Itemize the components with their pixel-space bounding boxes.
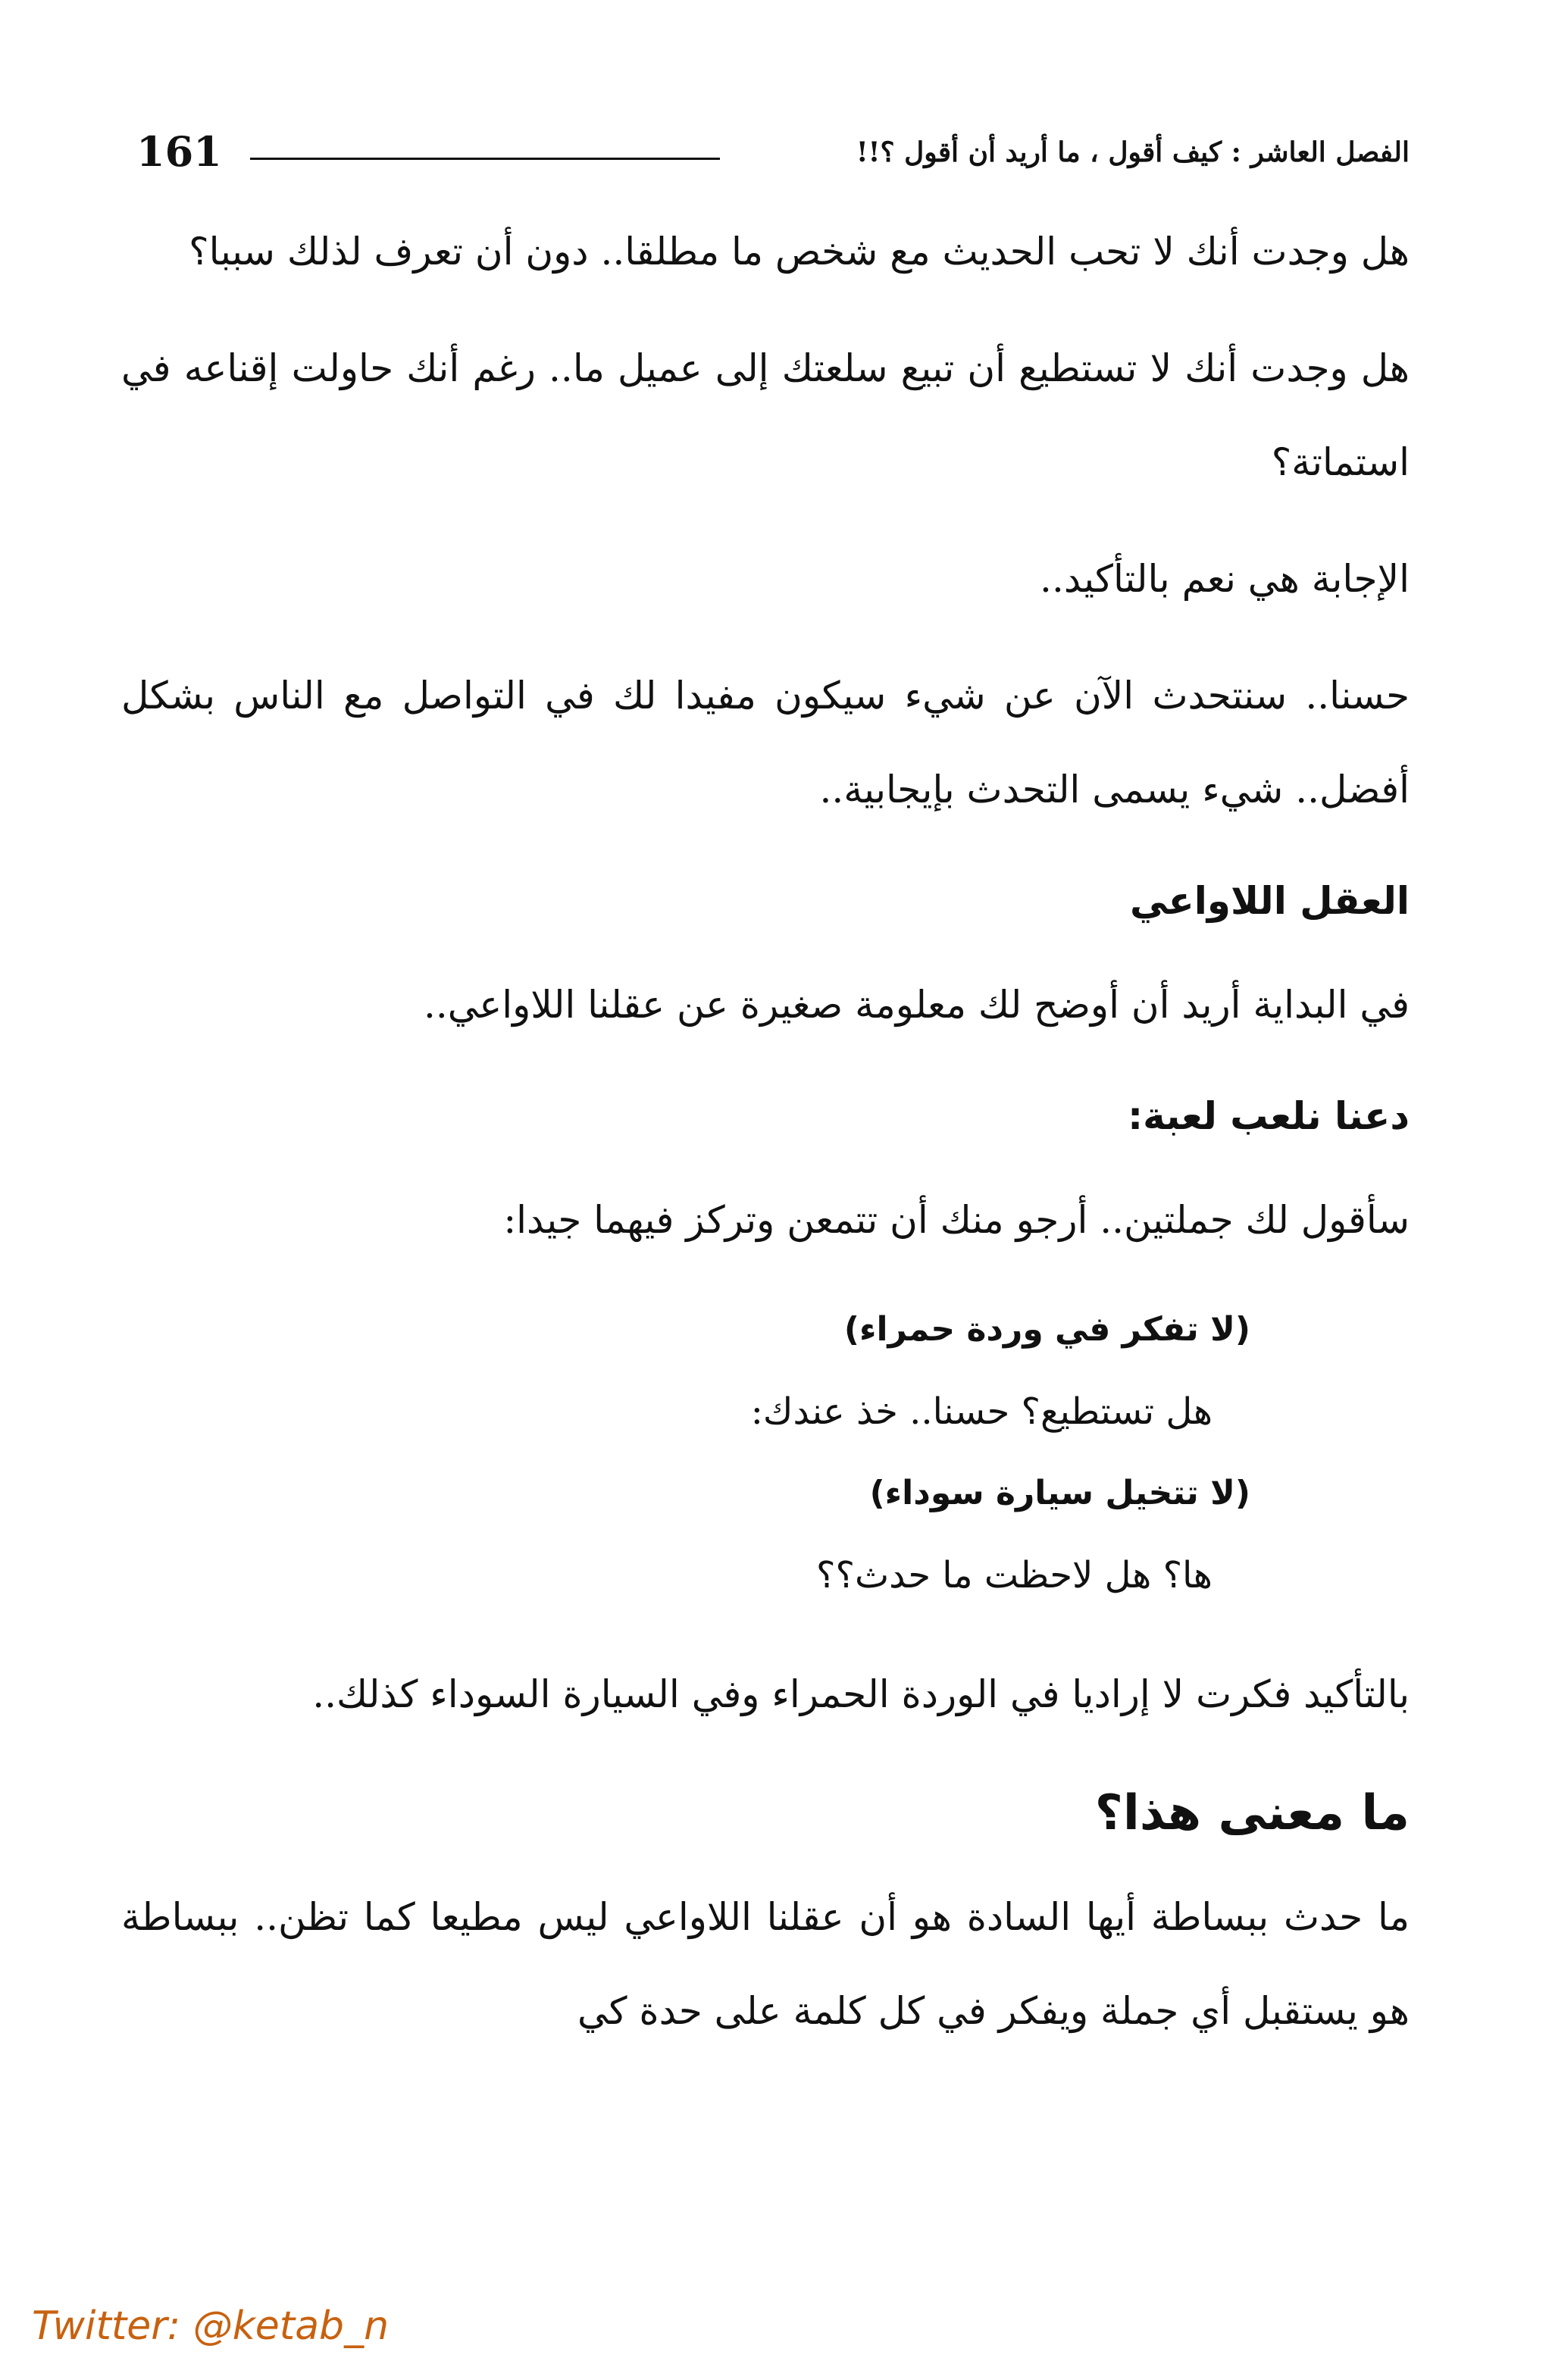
spacer xyxy=(121,1617,1410,1647)
section-heading-game: دعنا نلعب لعبة: xyxy=(1128,1094,1410,1138)
line-can-you: هل تستطيع؟ حسنا.. خذ عندك: xyxy=(750,1390,1212,1433)
page-body xyxy=(121,205,1410,2081)
paragraph-1: هل وجدت أنك لا تحب الحديث مع شخص ما مطلقا.. دون أن تعرف لذلك سببا؟ xyxy=(189,230,1410,274)
section-heading-meaning: ما معنى هذا؟ xyxy=(1094,1785,1410,1841)
paragraph-4: حسنا.. سنتحدث الآن عن شيء سيكون مفيدا لك في التواصل مع الناس بشكل أفضل.. شيء يسمى التحدث بإيجابية.. xyxy=(121,674,1410,812)
running-title: الفصل العاشر : كيف أقول ، ما أريد أن أقول ؟!! xyxy=(856,136,1410,168)
paragraph-8: ما حدث ببساطة أيها السادة هو أن عقلنا اللاواعي ليس مطيعا كما تظن.. ببساطة هو يستقبل أي جملة ويفكر في كل كلمة على حدة كي xyxy=(121,1895,1410,2033)
paragraph-2: هل وجدت أنك لا تستطيع أن تبيع سلعتك إلى عميل ما.. رغم أنك حاولت إقناعه في استماتة؟ xyxy=(121,346,1410,484)
header-rule xyxy=(250,158,720,160)
paragraph-6: سأقول لك جملتين.. أرجو منك أن تتمعن وتركز فيهما جيدا: xyxy=(503,1198,1410,1242)
twitter-watermark: Twitter: @ketab_n xyxy=(32,2303,390,2349)
section-heading-subconscious: العقل اللاواعي xyxy=(1130,879,1410,923)
quote-red-rose: (لا تفكر في وردة حمراء) xyxy=(843,1310,1250,1349)
quote-black-car: (لا تتخيل سيارة سوداء) xyxy=(869,1474,1250,1512)
paragraph-7: بالتأكيد فكرت لا إراديا في الوردة الحمراء وفي السيارة السوداء كذلك.. xyxy=(312,1672,1410,1716)
paragraph-3: الإجابة هي نعم بالتأكيد.. xyxy=(1040,557,1410,601)
line-did-you-notice: ها؟ هل لاحظت ما حدث؟؟ xyxy=(815,1554,1212,1597)
paragraph-5: في البداية أريد أن أوضح لك معلومة صغيرة عن عقلنا اللاواعي.. xyxy=(423,983,1410,1027)
page-header xyxy=(129,127,1410,195)
page-number: 161 xyxy=(136,127,222,176)
